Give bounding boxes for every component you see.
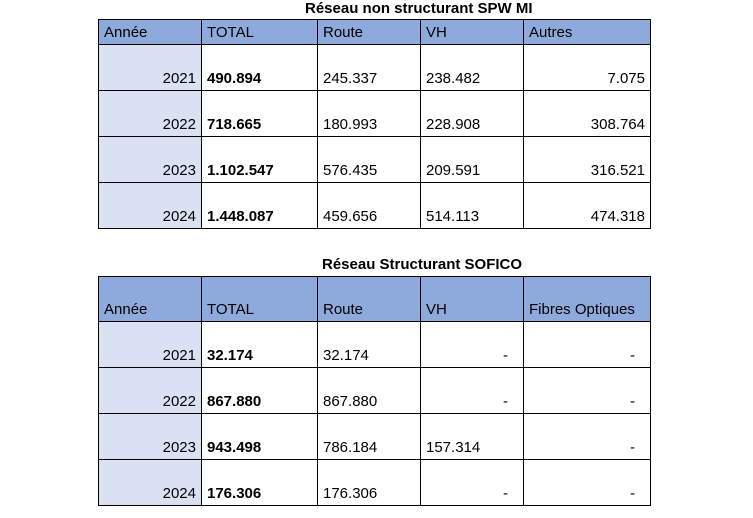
vh-cell: 228.908: [421, 91, 524, 137]
total-cell: 1.448.087: [202, 183, 318, 229]
fibres-optiques-cell: -: [524, 368, 651, 414]
table1-caption: Réseau non structurant SPW MI: [305, 0, 533, 17]
autres-cell: 7.075: [524, 45, 651, 91]
column-header-vh: VH: [421, 277, 524, 322]
autres-cell: 316.521: [524, 137, 651, 183]
year-cell: 2021: [99, 322, 202, 368]
table2-caption: Réseau Structurant SOFICO: [322, 256, 523, 273]
route-cell: 245.337: [318, 45, 421, 91]
vh-cell: -: [421, 460, 524, 506]
column-header-vh: VH: [421, 20, 524, 45]
spw-mi-table: [98, 19, 651, 229]
vh-cell: 209.591: [421, 137, 524, 183]
sofico-table: [98, 276, 651, 506]
route-cell: 867.880: [318, 368, 421, 414]
route-cell: 459.656: [318, 183, 421, 229]
column-header-route: Route: [318, 277, 421, 322]
vh-cell: 514.113: [421, 183, 524, 229]
route-cell: 786.184: [318, 414, 421, 460]
column-header-total: TOTAL: [202, 277, 318, 322]
table-header-row: [99, 277, 651, 322]
table-row: [99, 45, 651, 91]
total-cell: 867.880: [202, 368, 318, 414]
column-header-year: Année: [99, 20, 202, 45]
year-cell: 2021: [99, 45, 202, 91]
total-cell: 490.894: [202, 45, 318, 91]
vh-cell: -: [421, 368, 524, 414]
autres-cell: 474.318: [524, 183, 651, 229]
autres-cell: 308.764: [524, 91, 651, 137]
table-row: [99, 414, 651, 460]
total-cell: 718.665: [202, 91, 318, 137]
table-row: [99, 368, 651, 414]
route-cell: 180.993: [318, 91, 421, 137]
table-row: [99, 460, 651, 506]
column-header-total: TOTAL: [202, 20, 318, 45]
fibres-optiques-cell: -: [524, 414, 651, 460]
vh-cell: 238.482: [421, 45, 524, 91]
table-row: [99, 183, 651, 229]
year-cell: 2022: [99, 91, 202, 137]
year-cell: 2023: [99, 137, 202, 183]
route-cell: 576.435: [318, 137, 421, 183]
fibres-optiques-cell: -: [524, 322, 651, 368]
route-cell: 32.174: [318, 322, 421, 368]
table-row: [99, 91, 651, 137]
column-header-route: Route: [318, 20, 421, 45]
year-cell: 2024: [99, 183, 202, 229]
year-cell: 2022: [99, 368, 202, 414]
total-cell: 32.174: [202, 322, 318, 368]
vh-cell: -: [421, 322, 524, 368]
table-row: [99, 322, 651, 368]
total-cell: 943.498: [202, 414, 318, 460]
table-header-row: [99, 20, 651, 45]
column-header-fibres-optiques: Fibres Optiques: [524, 277, 651, 322]
year-cell: 2024: [99, 460, 202, 506]
year-cell: 2023: [99, 414, 202, 460]
column-header-year: Année: [99, 277, 202, 322]
route-cell: 176.306: [318, 460, 421, 506]
column-header-autres: Autres: [524, 20, 651, 45]
table-row: [99, 137, 651, 183]
total-cell: 1.102.547: [202, 137, 318, 183]
total-cell: 176.306: [202, 460, 318, 506]
vh-cell: 157.314: [421, 414, 524, 460]
fibres-optiques-cell: -: [524, 460, 651, 506]
